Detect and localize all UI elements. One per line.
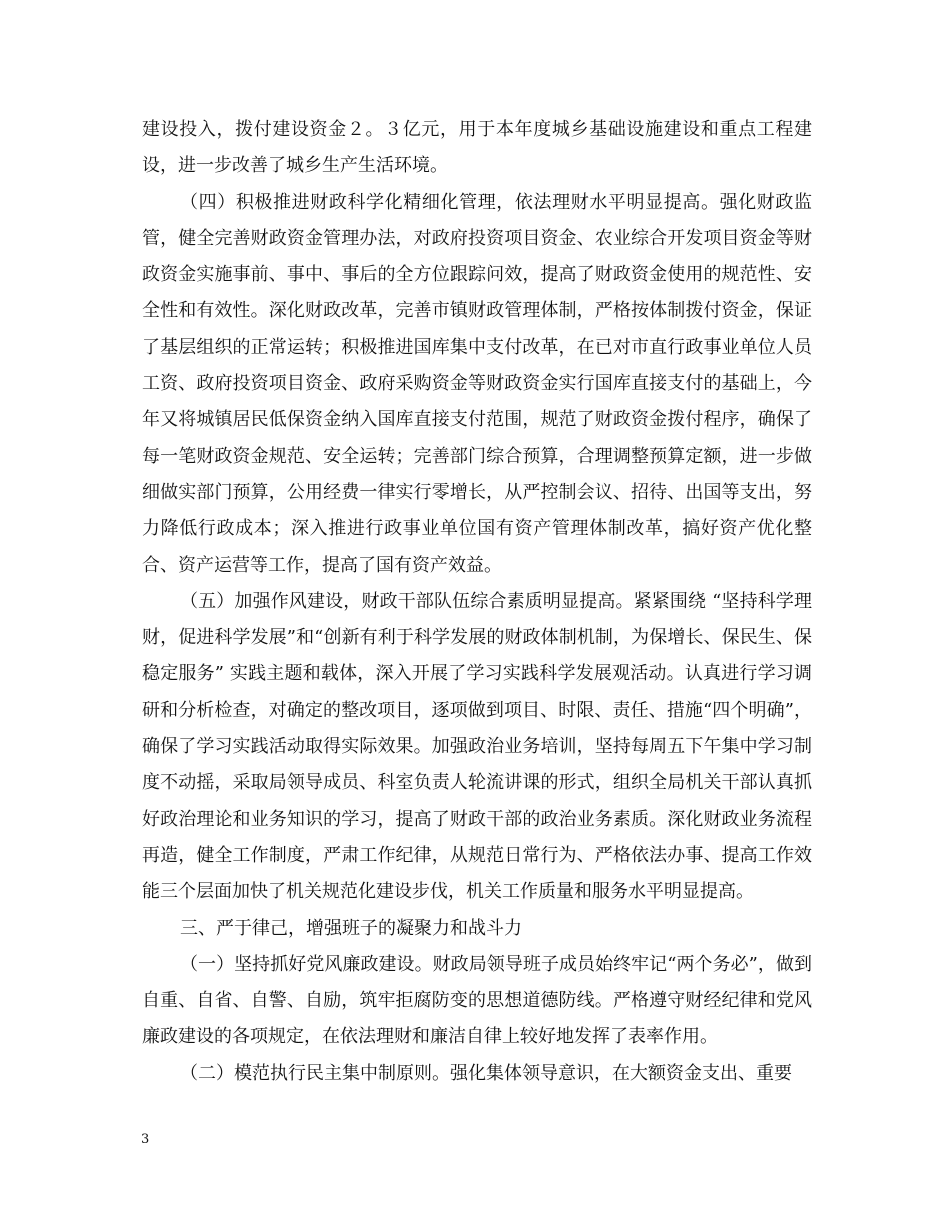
body-text (142, 112, 812, 1092)
paragraph-continuation: 建设投入，拨付建设资金２。３亿元，用于本年度城乡基础设施建设和重点工程建设，进一步改善了城乡生产生活环境。 (142, 119, 812, 177)
paragraph-subsection-1: （一）坚持抓好党风廉政建设。财政局领导班子成员始终牢记“两个务必”，做到自重、自省、自警、自励，筑牢拒腐防变的思想道德防线。严格遵守财经纪律和党风廉政建设的各项规定，在依法理财和廉洁自律上较好地发挥了表率作用。 (142, 953, 812, 1048)
paragraph-subsection-2: （二）模范执行民主集中制原则。强化集体领导意识，在大额资金支出、重要 (180, 1062, 792, 1084)
page-number: 3 (141, 1132, 150, 1147)
paragraph-section-5: （五）加强作风建设，财政干部队伍综合素质明显提高。紧紧围绕 “坚持科学理财，促进科学发展”和“创新有利于科学发展的财政体制机制，为保增长、保民生、保稳定服务” 实践主题和载体，深入开展了学习实践科学发展观活动。认真进行学习调研和分析检查，对确定的整改项目，逐项做到项目、时限、责任、措施“四个明确”，确保了学习实践活动取得实际效果。加强政治业务培训，坚持每周五下午集中学习制度不动摇，采取局领导成员、科室负责人轮流讲课的形式，组织全局机关干部认真抓好政治理论和业务知识的学习，提高了财政干部的政治业务素质。深化财政业务流程再造，健全工作制度，严肃工作纪律，从规范日常行为、严格依法办事、提高工作效能三个层面加快了机关规范化建设步伐，机关工作质量和服务水平明显提高。 (142, 590, 812, 903)
paragraph-section-4: （四）积极推进财政科学化精细化管理，依法理财水平明显提高。强化财政监管，健全完善财政资金管理办法，对政府投资项目资金、农业综合开发项目资金等财政资金实施事前、事中、事后的全方位跟踪问效，提高了财政资金使用的规范性、安全性和有效性。深化财政改革，完善市镇财政管理体制，严格按体制拨付资金，保证了基层组织的正常运转；积极推进国库集中支付改革，在已对市直行政事业单位人员工资、政府投资项目资金、政府采购资金等财政资金实行国库直接支付的基础上，今年又将城镇居民低保资金纳入国库直接支付范围，规范了财政资金拨付程序，确保了每一笔财政资金规范、安全运转；完善部门综合预算，合理调整预算定额，进一步做细做实部门预算，公用经费一律实行零增长，从严控制会议、招待、出国等支出，努力降低行政成本；深入推进行政事业单位国有资产管理体制改革，搞好资产优化整合、资产运营等工作，提高了国有资产效益。 (142, 191, 812, 576)
section-heading-3: 三、严于律己，增强班子的凝聚力和战斗力 (180, 917, 522, 939)
